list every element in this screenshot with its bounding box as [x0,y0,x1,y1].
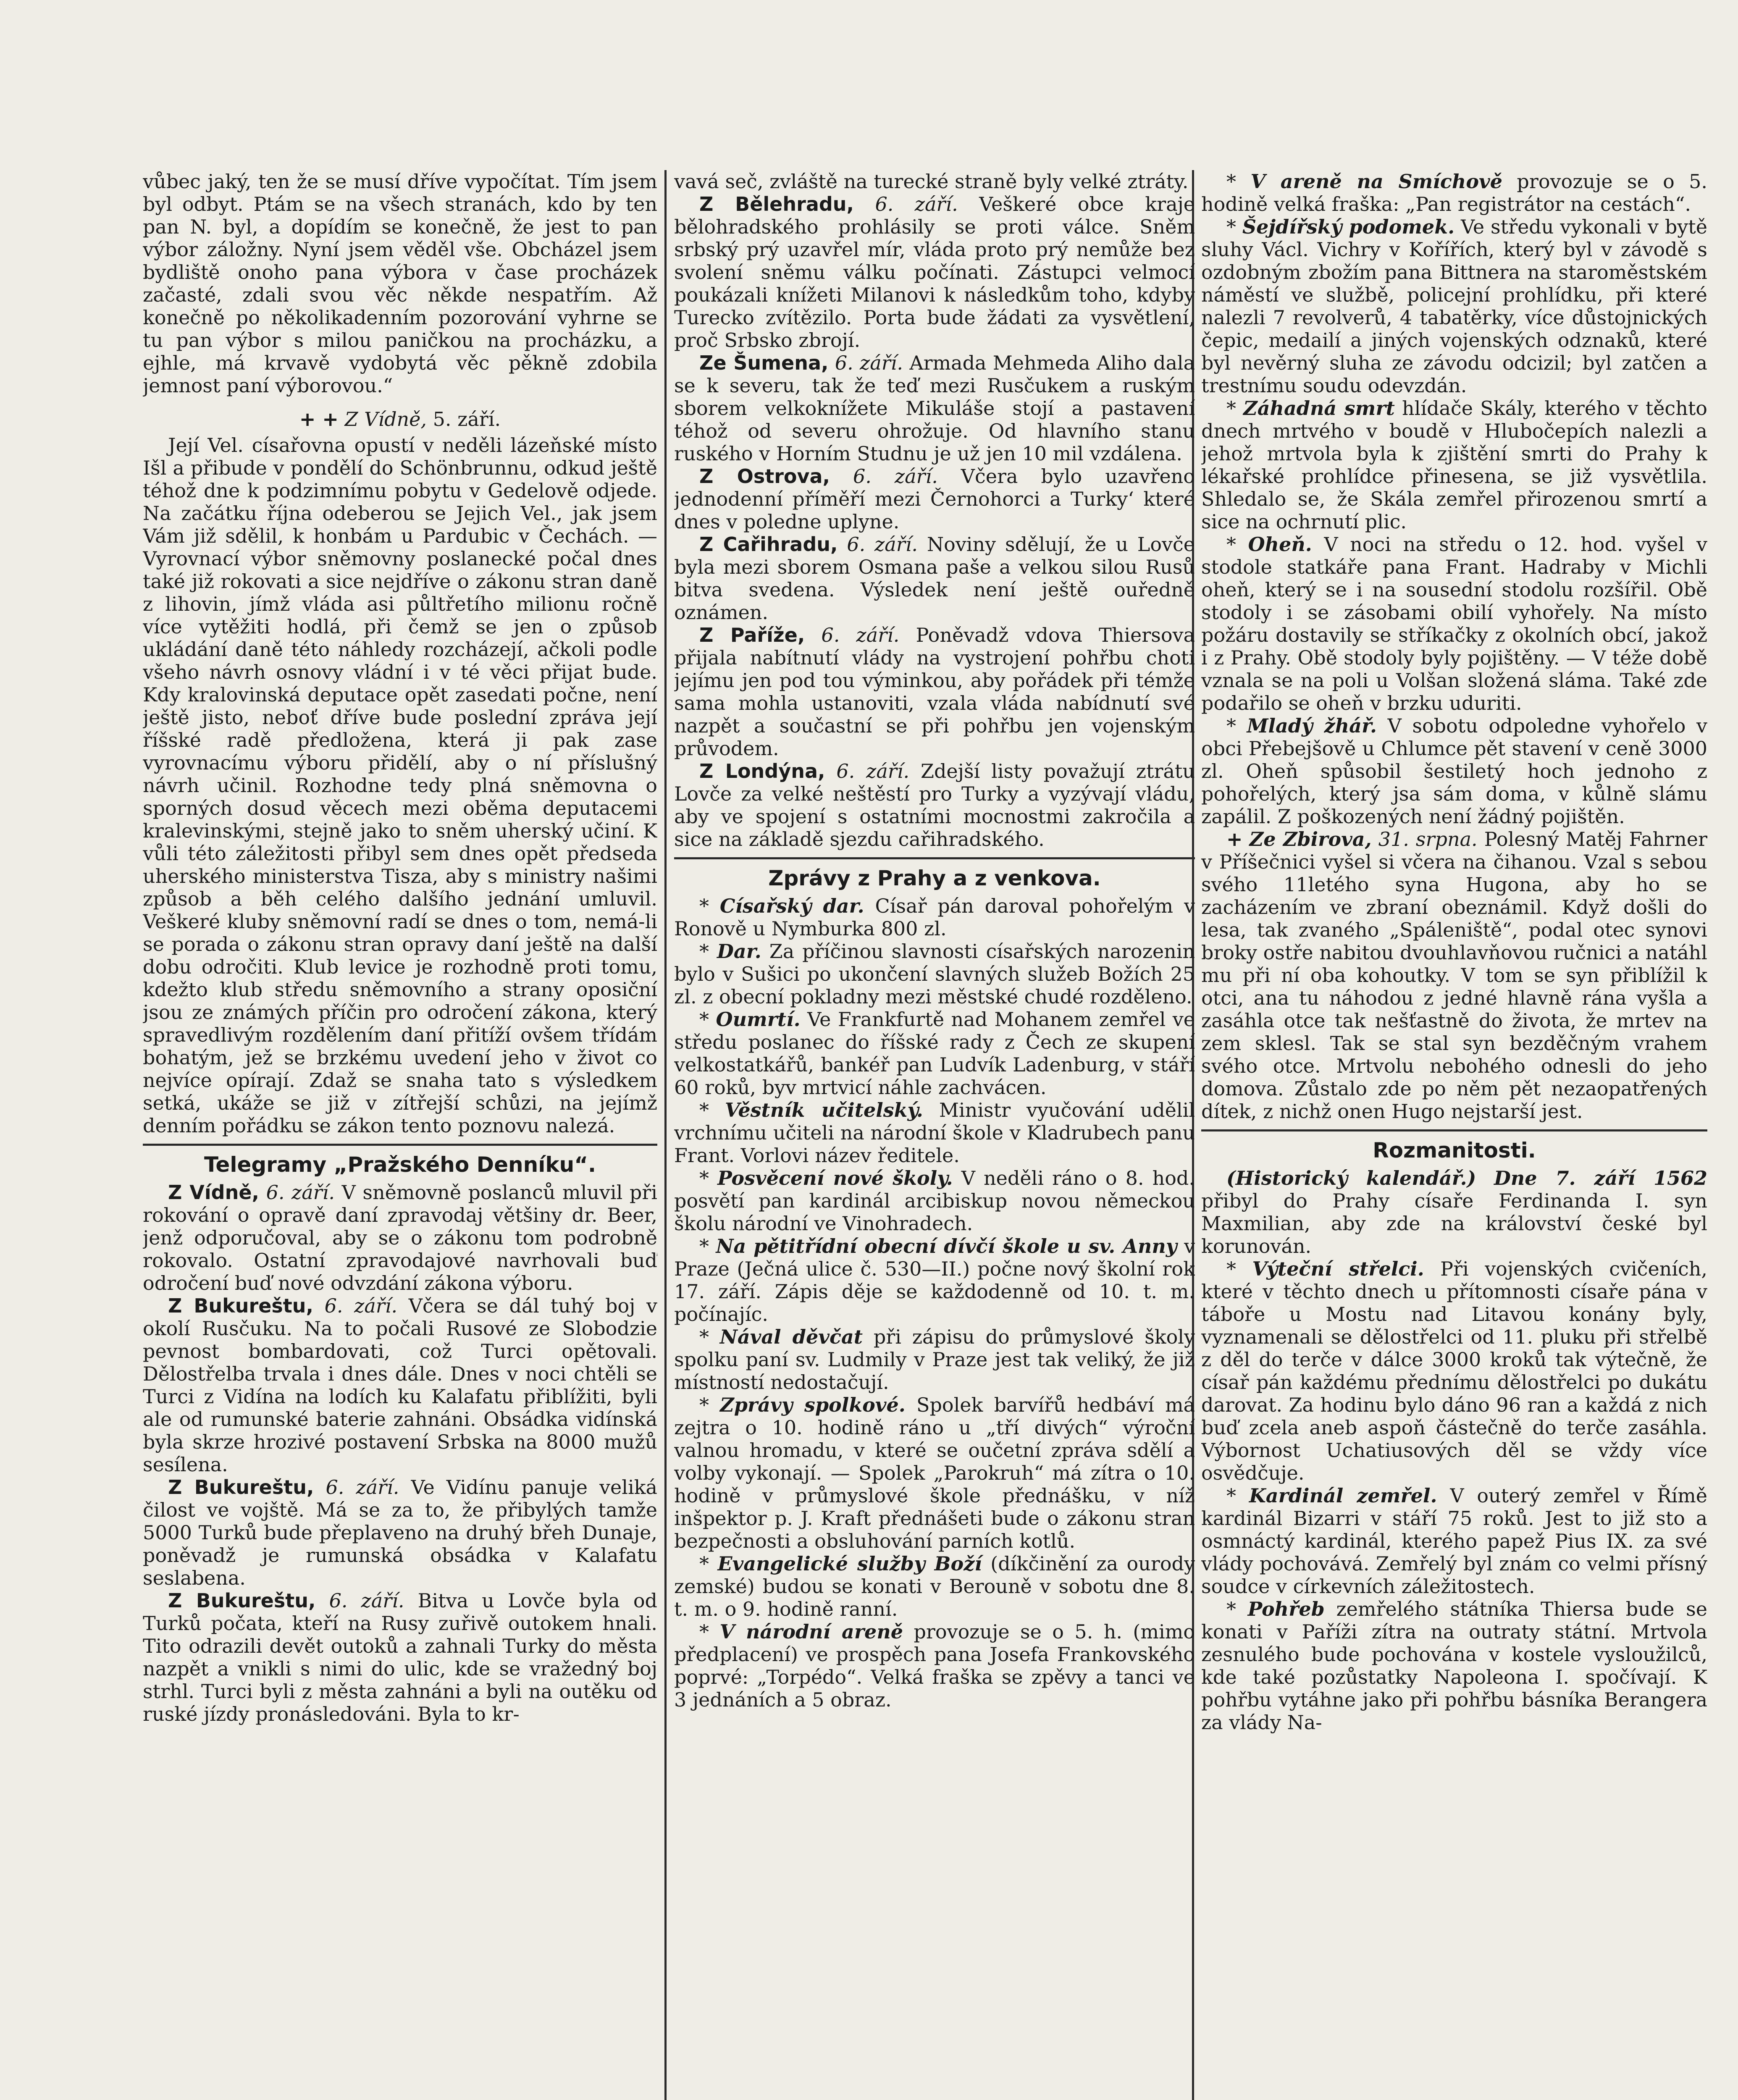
news-item: * Pohřeb zemřelého státníka Thiersa bude se konati v Paříži zítra na outraty státní. Mrtvola zesnulého bude pochována v kostele vysloužilců, kde také pozůstatky Napoleona I. spočívají. K pohřbu vytáhne jako při pohřbu básníka Berangera za vlády Na- [1201,1598,1707,1734]
telegram-item: Z Paříže, 6. září. Poněvadž vdova Thiersova přijala nabítnutí vlády na vystrojení pohřbu choti jejímu jen pod tou výminkou, aby pořádek při témže sama mohla ustanoviti, vzala vláda nabídnutí své nazpět a součastní se při pohřbu jen vojenským průvodem. [674,624,1195,760]
news-item: * Oumrtí. Ve Frankfurtě nad Mohanem zemřel ve středu poslanec do říšské rady z Čech ze skupení velkostatkářů, bankéř pan Ludvík Ladenburg, v stáří 60 roků, byv mrtvicí náhle zachvácen. [674,1008,1195,1099]
news-item: * Zprávy spolkové. Spolek barvířů hedbáví má zejtra o 10. hodině ráno u „tří divých“ výroční valnou hromadu, v které se oučetní zpráva sdělí a volby vykonají. — Spolek „Parokruh“ má zítra o 10. hodině v průmyslové škole přednášku, v níž inšpektor p. J. Kraft přednášeti bude o zákonu stran bezpečnosti a obsluhování parních kotlů. [674,1394,1195,1552]
telegrams-title: Telegramy „Pražského Denníku“. [204,1152,596,1177]
column-3 [1201,170,1707,2100]
telegram-item: Z Bělehradu, 6. září. Veškeré obce kraje bělohradského prohlásily se proti válce. Sněm srbský prý uzavřel mír, vláda proto prý nemůže bez svolení sněmu válku počínati. Zástupci velmocí poukázali knížeti Milanovi k následkům toho, kdyby Turecko zvítězilo. Porta bude žádati za vysvětlení, proč Srbsko zbrojí. [674,193,1195,352]
telegram-item: Z Bukureštu, 6. září. Bitva u Lovče byla od Turků počata, kteří na Rusy zuřivě outokem hnali. Tito odrazili devět outoků a zahnali Turky do města nazpět a vnikli s nimi do ulic, kde se vražedný boj strhl. Turci byli z města zahnáni a byli na outěku od ruské jízdy pronásledováni. Byla to kr- [143,1589,657,1725]
section-divider [143,1144,657,1146]
section-divider [1201,1129,1707,1131]
news-item: * V areně na Smíchově provozuje se o 5. hodině velká fraška: „Pan registrátor na cestách“. [1201,170,1707,215]
miscellany-title: Rozmanitosti. [1373,1138,1536,1163]
section-divider [674,857,1195,859]
news-item: * Výteční střelci. Při vojenských cvičeních, které v těchto dnech u přítomnosti císaře pána v táboře u Mostu nad Litavou konány byly, vyznamenali se dělostřelci od 11. pluku při střelbě z děl do terče v dálce 3000 kroků tak výtečně, že císař pán každému přednímu dělostřelci po dukátu darovat. Za hodinu bylo dáno 96 ran a každá z nich buď zcela aneb aspoň částečně do terče zasáhla. Výbornost Uchatiusových děl se vždy více osvědčuje. [1201,1257,1707,1484]
news-item: * Věstník učitelský. Ministr vyučování udělil vrchnímu učiteli na národní škole v Kladrubech panu Frant. Vorlovi název ředitele. [674,1099,1195,1167]
news-item: + Ze Zbirova, 31. srpna. Polesný Matěj Fahrner v Příšečnici vyšel si včera na čihanou. Vzal s sebou svého 11letého syna Hugona, aby ho se zacházením ve zbraní obeznámil. Když došli do lesa, tak zvaného „Spáleniště“, podal otec synovi broky ostře nabitou dvouhlavňovou ručnici a natáhl mu při ní oba kohoutky. V tom se syn přiblížil k otci, ana tu náhodou z jedné hlavně rána vyšla a zasáhla otce tak nešťastně do života, že mrtev na zem sklesl. Tak se stal syn bezděčným vrahem svého otce. Mrtvolu nebohého odnesli do jeho domova. Zůstalo zde po něm pět nezaopatřených dítek, z nichž onen Hugo nejstarší jest. [1201,828,1707,1123]
telegram-item: Ze Šumena, 6. září. Armada Mehmeda Aliho dala se k severu, tak že teď mezi Rusčukem a ruským sborem velkoknížete Mikuláše stojí a pastavení téhož od severu ohrožuje. Od hlavního stanu ruského v Horním Studnu je už jen 10 mil vzdálena. [674,352,1195,465]
vienna-report: Její Vel. císařovna opustí v neděli lázeňské místo Išl a přibude v pondělí do Schönbrunnu, odkud ještě téhož dne k podzimnímu pobytu v Gedelově odjede. Na začátku října odeberou se Jejich Vel., jak jsem Vám již sdělil, k honbám u Pardubic v Čechách. — Vyrovnací výbor sněmovny poslanecké počal dnes také již rokovati a sice nejdříve o zákonu stran daně z lihovin, jímž vláda asi půltřetího milionu ročně více vytěžiti hodlá, při čemž se jen o způsob ukládání daně této náhledy rozcházejí, ačkoli podle všeho návrh osnovy vládní i v té věci přijat bude. Kdy kralovinská deputace opět zasedati počne, není ještě jisto, neboť dříve bude poslední zpráva její říšské radě předložena, která ji pak zase vyrovnacímu výboru přidělí, aby o ní příslušný návrh učinil. Rozhodne tedy plná sněmovna o sporných dosud věcech mezi oběma deputacemi kralevinskými, stejně jako to sněm uherský učiní. K vůli této záležitosti přibyl sem dnes opět předseda uherského ministerstva Tisza, aby s ministry našimi způsob a běh celého dalšího jednání umluvil. Veškeré kluby sněmovní radí se dnes o tom, nemá-li se porada o zákonu stran opravy daní ještě na další dobu odročiti. Klub levice je rozhodně proti tomu, kdežto klub středu sněmovního a strany oposiční jsou ze známých příčin pro odročení zákona, který spravedlivým rozdělením daní přitíží ovšem třídám bohatým, jež se brzkému uvedení jeho v život co nejvíce opírají. Zdaž se snaha tato s výsledkem setká, ukáže se již v zítřejší schůzi, na jejímž denním pořádku se zákon tento poznovu nalezá. [143,434,657,1137]
vienna-dateline [143,408,657,430]
telegram-item: Z Ostrova, 6. září. Včera bylo uzavřeno jednodenní příměří mezi Černohorci a Turky‘ které dnes v poledne uplyne. [674,465,1195,533]
news-item: (Historický kalendář.) Dne 7. září 1562 přibyl do Prahy císaře Ferdinanda I. syn Maxmilian, aby zde na království české byl korunován. [1201,1167,1707,1257]
news-item: * Posvěcení nové školy. V neděli ráno o 8. hod. posvětí pan kardinál arcibiskup novou německou školu národní ve Vinohradech. [674,1167,1195,1235]
news-item: * Evangelické služby Boží (díkčinění za ourody zemské) budou se konati v Berouně v sobotu dne 8. t. m. o 9. hodině ranní. [674,1552,1195,1620]
dateline-place: Z Vídně, [344,408,427,430]
news-item: * Mladý žhář. V sobotu odpoledne vyhořelo v obci Přebejšově u Chlumce pět stavení v ceně 3000 zl. Oheň spůsobil šestiletý hoch jednoho z pohořelých, který jsa sám doma, v kůlně slámu zapálil. Z poškozených není žádný pojištěn. [1201,714,1707,828]
local-news-title: Zprávy z Prahy a z venkova. [768,866,1101,890]
cross-marks: + + [299,408,339,430]
article-continuation: vůbec jaký, ten že se musí dříve vypočítat. Tím jsem byl odbyt. Ptám se na všech stranách, kdo by ten pan N. byl, a dopídím se konečně, že jest to pan výbor záložny. Nyní jsem věděl vše. Obcházel jsem bydliště onoho pana výbora v čase procházek začasté, zdali svou věc někde nespatřím. Až konečně po několikadenním pozorování vyhrne se tu pan výbor s milou paničkou na procházku, a ejhle, má krvavě vydobytá věc pěkně zdobila jemnost paní výborovou.“ [143,170,657,397]
news-item: * Nával děvčat při zápisu do průmyslové školy spolku paní sv. Ludmily v Praze jest tak veliký, že již místností nedostačují. [674,1326,1195,1394]
news-item: * Dar. Za příčinou slavnosti císařských narozenin bylo v Sušici po ukončení slavných služeb Božích 25 zl. z obecní pokladny mezi městské chudé rozděleno. [674,940,1195,1008]
dateline-date: 5. září. [433,408,501,430]
telegram-item: Z Vídně, 6. září. V sněmovně poslanců mluvil při rokování o opravě daní zpravodaj většiny dr. Beer, jenž odporučoval, aby se o zákonu tom podrobně rokovalo. Ostatní zpravodajové navrhovali buď odročení buď nové odvzdání zákona výboru. [143,1181,657,1294]
news-item: * Na pětitřídní obecní dívčí škole u sv. Anny v Praze (Ječná ulice č. 530—II.) počne nový školní rok 17. září. Zápis děje se každodenně od 10. t. m. počínajíc. [674,1235,1195,1326]
telegram-continuation: vavá seč, zvláště na turecké straně byly velké ztráty. [674,170,1189,193]
news-item: * Šejdířský podomek. Ve středu vykonali v bytě sluhy Václ. Vichry v Kořířích, který byl v závodě s ozdobným zbožím pana Bittnera na staroměstském náměstí ve službě, policejní prohlídku, při které nalezli 7 revolverů, 4 tabatěrky, více důstojnických čepic, medailí a jiných vojenských odznaků, které byl nevěrný sluha ze závodu odcizil; byl zatčen a trestnímu soudu odevzdán. [1201,215,1707,397]
column-rule-1 [664,170,667,2100]
telegram-item: Z Bukureštu, 6. září. Včera se dál tuhý boj v okolí Rusčuku. Na to počali Rusové ze Slobodzie pevnost bombardovati, což Turci opětovali. Dělostřelba trvala i dnes dále. Dnes v noci chtěli se Turci z Vidína na lodích ku Kalafatu přiblížiti, byli ale od rumunské baterie zahnáni. Obsádka vidínská byla skrze hrozivé postavení Srbska na 8000 mužů sesílena. [143,1294,657,1476]
telegram-item: Z Londýna, 6. září. Zdejší listy považují ztrátu Lovče za velké neštěstí pro Turky a vyzývají vládu, aby ve spojení s ostatními mocnostmi zakročila a sice na základě sjezdu cařihradského. [674,760,1195,850]
telegram-item: Z Cařihradu, 6. září. Noviny sdělují, že u Lovče byla mezi sborem Osmana paše a velkou silou Rusů bitva svedena. Výsledek není ještě ouředně oznámen. [674,533,1195,624]
news-item: * V národní areně provozuje se o 5. h. (mimo předplacení) ve prospěch pana Josefa Frankovského poprvé: „Torpédo“. Velká fraška se zpěvy a tanci ve 3 jednáních a 5 obraz. [674,1620,1195,1711]
column-2 [674,170,1195,2100]
news-item: * Císařský dar. Císař pán daroval pohořelým v Ronově u Nymburka 800 zl. [674,895,1195,940]
news-item: * Záhadná smrt hlídače Skály, kterého v těchto dnech mrtvého v boudě v Hlubočepích nalezli a jehož mrtvola byla k zjištění smrti do Prahy k lékařské prohlídce přinesena, se již vysvětlila. Shledalo se, že Skála zemřel přirozenou smrtí a sice na ochrnutí plic. [1201,397,1707,533]
news-item: * Oheň. V noci na středu o 12. hod. vyšel v stodole statkáře pana Frant. Hadraby v Michli oheň, který se i na sousední stodolu rozšířil. Obě stodoly i se zásobami obilí vyhořely. Na místo požáru dostavily se stříkačky z okolních obcí, jakož i z Prahy. Obě stodoly byly pojištěny. — V téže době vznala se na poli u Volšan složená sláma. Také zde podařilo se oheň v brzku uduriti. [1201,533,1707,714]
column-1 [143,170,657,2100]
telegram-item: Z Bukureštu, 6. září. Ve Vidínu panuje veliká čilost ve vojště. Má se za to, že přibylých tamže 5000 Turků bude přeplaveno na druhý břeh Dunaje, poněvadž je rumunská obsádka v Kalafatu seslabena. [143,1476,657,1589]
news-item: * Kardinál zemřel. V outerý zemřel v Římě kardinál Bizarri v stáří 75 roků. Jest to již sto a osmnáctý kardinál, kterého papež Pius IX. za své vlády pochovává. Zemřelý byl znám co velmi přísný soudce v církevních záležitostech. [1201,1484,1707,1598]
